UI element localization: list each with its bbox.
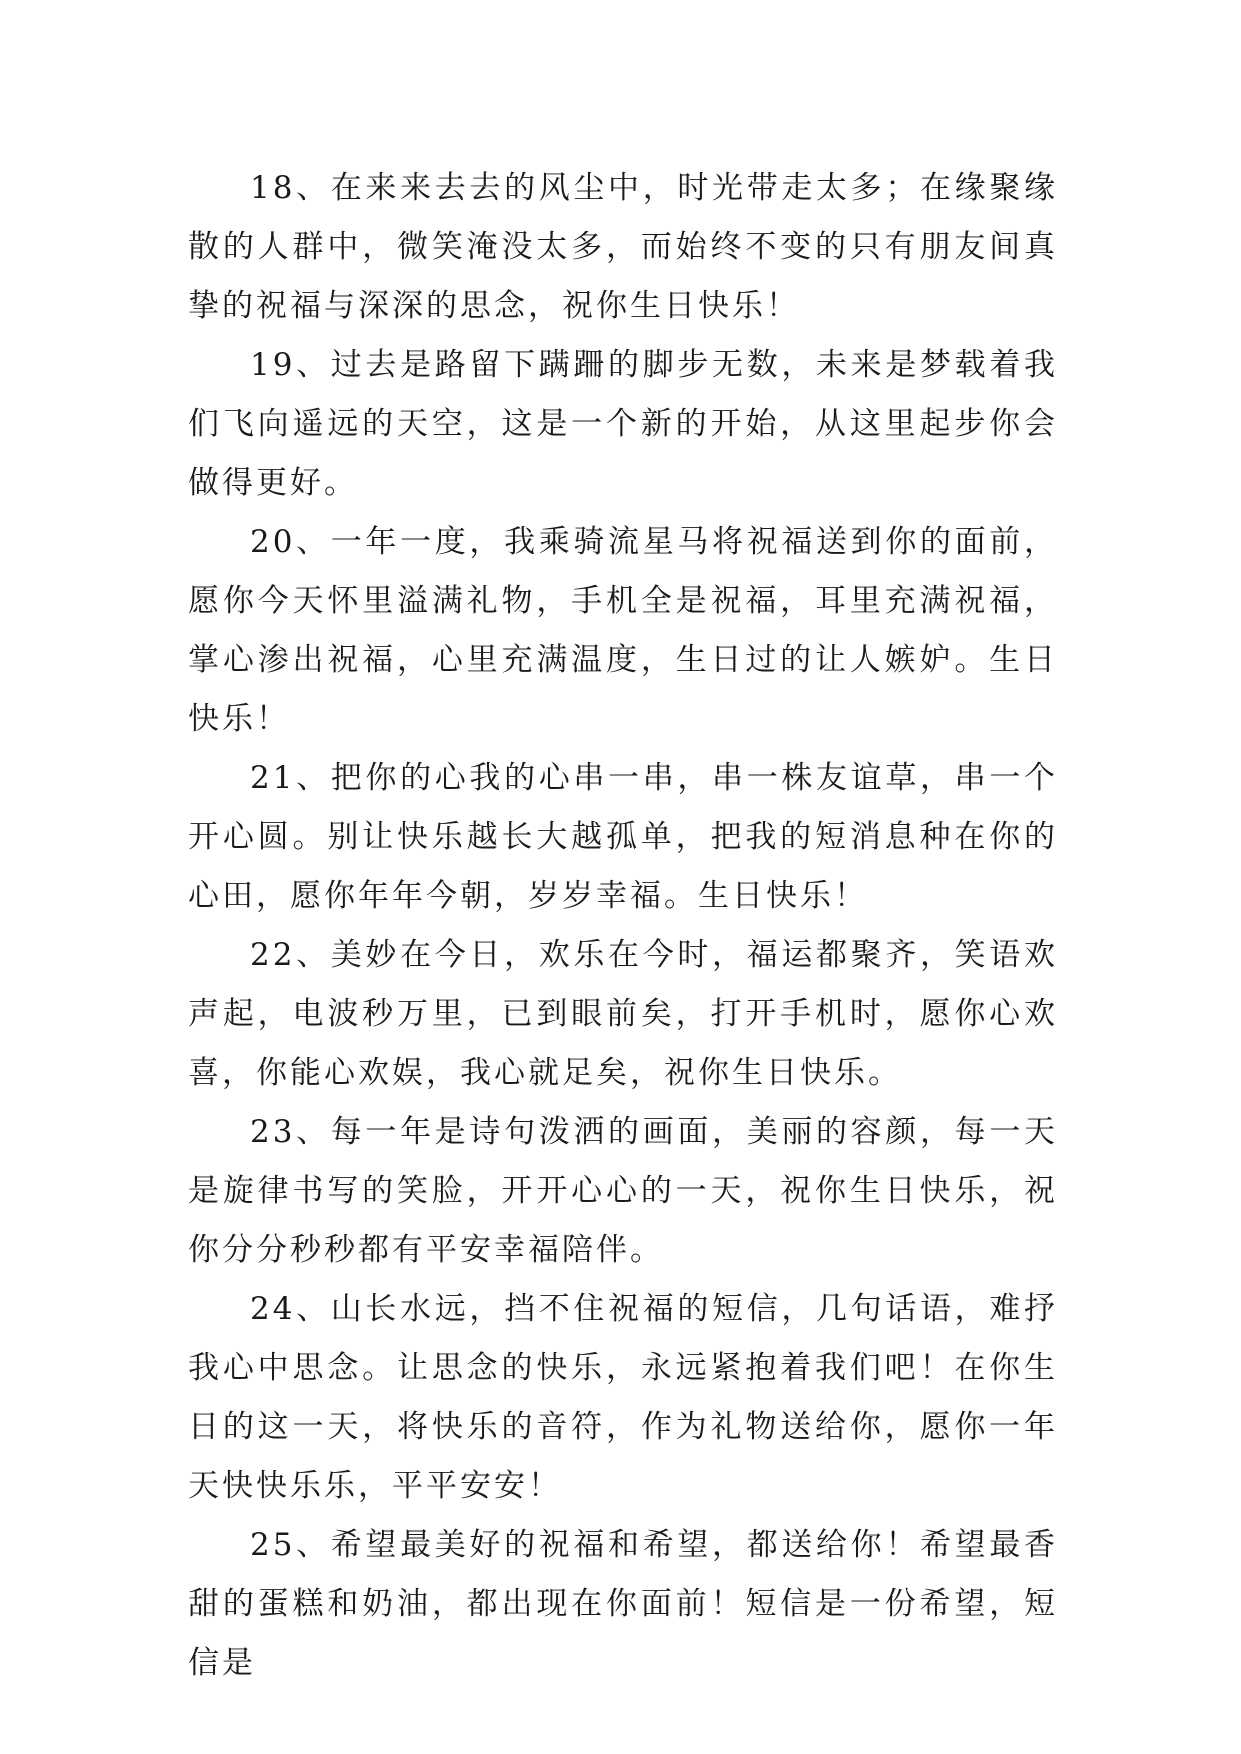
paragraph-22: 22、美妙在今日，欢乐在今时，福运都聚齐，笑语欢声起，电波秒万里，已到眼前矣，打开手机时，愿你心欢喜，你能心欢娱，我心就足矣，祝你生日快乐。 xyxy=(188,937,1058,1091)
paragraph-24: 24、山长水远，挡不住祝福的短信，几句话语，难抒我心中思念。让思念的快乐，永远紧抱着我们吧！在你生日的这一天，将快乐的音符，作为礼物送给你，愿你一年天快快乐乐，平平安安！ xyxy=(188,1291,1058,1504)
paragraph-18: 18、在来来去去的风尘中，时光带走太多；在缘聚缘散的人群中，微笑淹没太多，而始终不变的只有朋友间真挚的祝福与深深的思念，祝你生日快乐！ xyxy=(188,170,1058,324)
paragraph-20: 20、一年一度，我乘骑流星马将祝福送到你的面前，愿你今天怀里溢满礼物，手机全是祝福，耳里充满祝福，掌心渗出祝福，心里充满温度，生日过的让人嫉妒。生日快乐！ xyxy=(188,524,1058,737)
paragraph-21: 21、把你的心我的心串一串，串一株友谊草，串一个开心圆。别让快乐越长大越孤单，把我的短消息种在你的心田，愿你年年今朝，岁岁幸福。生日快乐！ xyxy=(188,760,1058,914)
document-body xyxy=(188,159,1058,1693)
paragraph-25: 25、希望最美好的祝福和希望，都送给你！希望最香甜的蛋糕和奶油，都出现在你面前！短信是一份希望，短信是 xyxy=(188,1527,1058,1681)
paragraph-19: 19、过去是路留下蹒跚的脚步无数，未来是梦载着我们飞向遥远的天空，这是一个新的开始，从这里起步你会做得更好。 xyxy=(188,347,1058,501)
paragraph-23: 23、每一年是诗句泼洒的画面，美丽的容颜，每一天是旋律书写的笑脸，开开心心的一天，祝你生日快乐，祝你分分秒秒都有平安幸福陪伴。 xyxy=(188,1114,1058,1268)
